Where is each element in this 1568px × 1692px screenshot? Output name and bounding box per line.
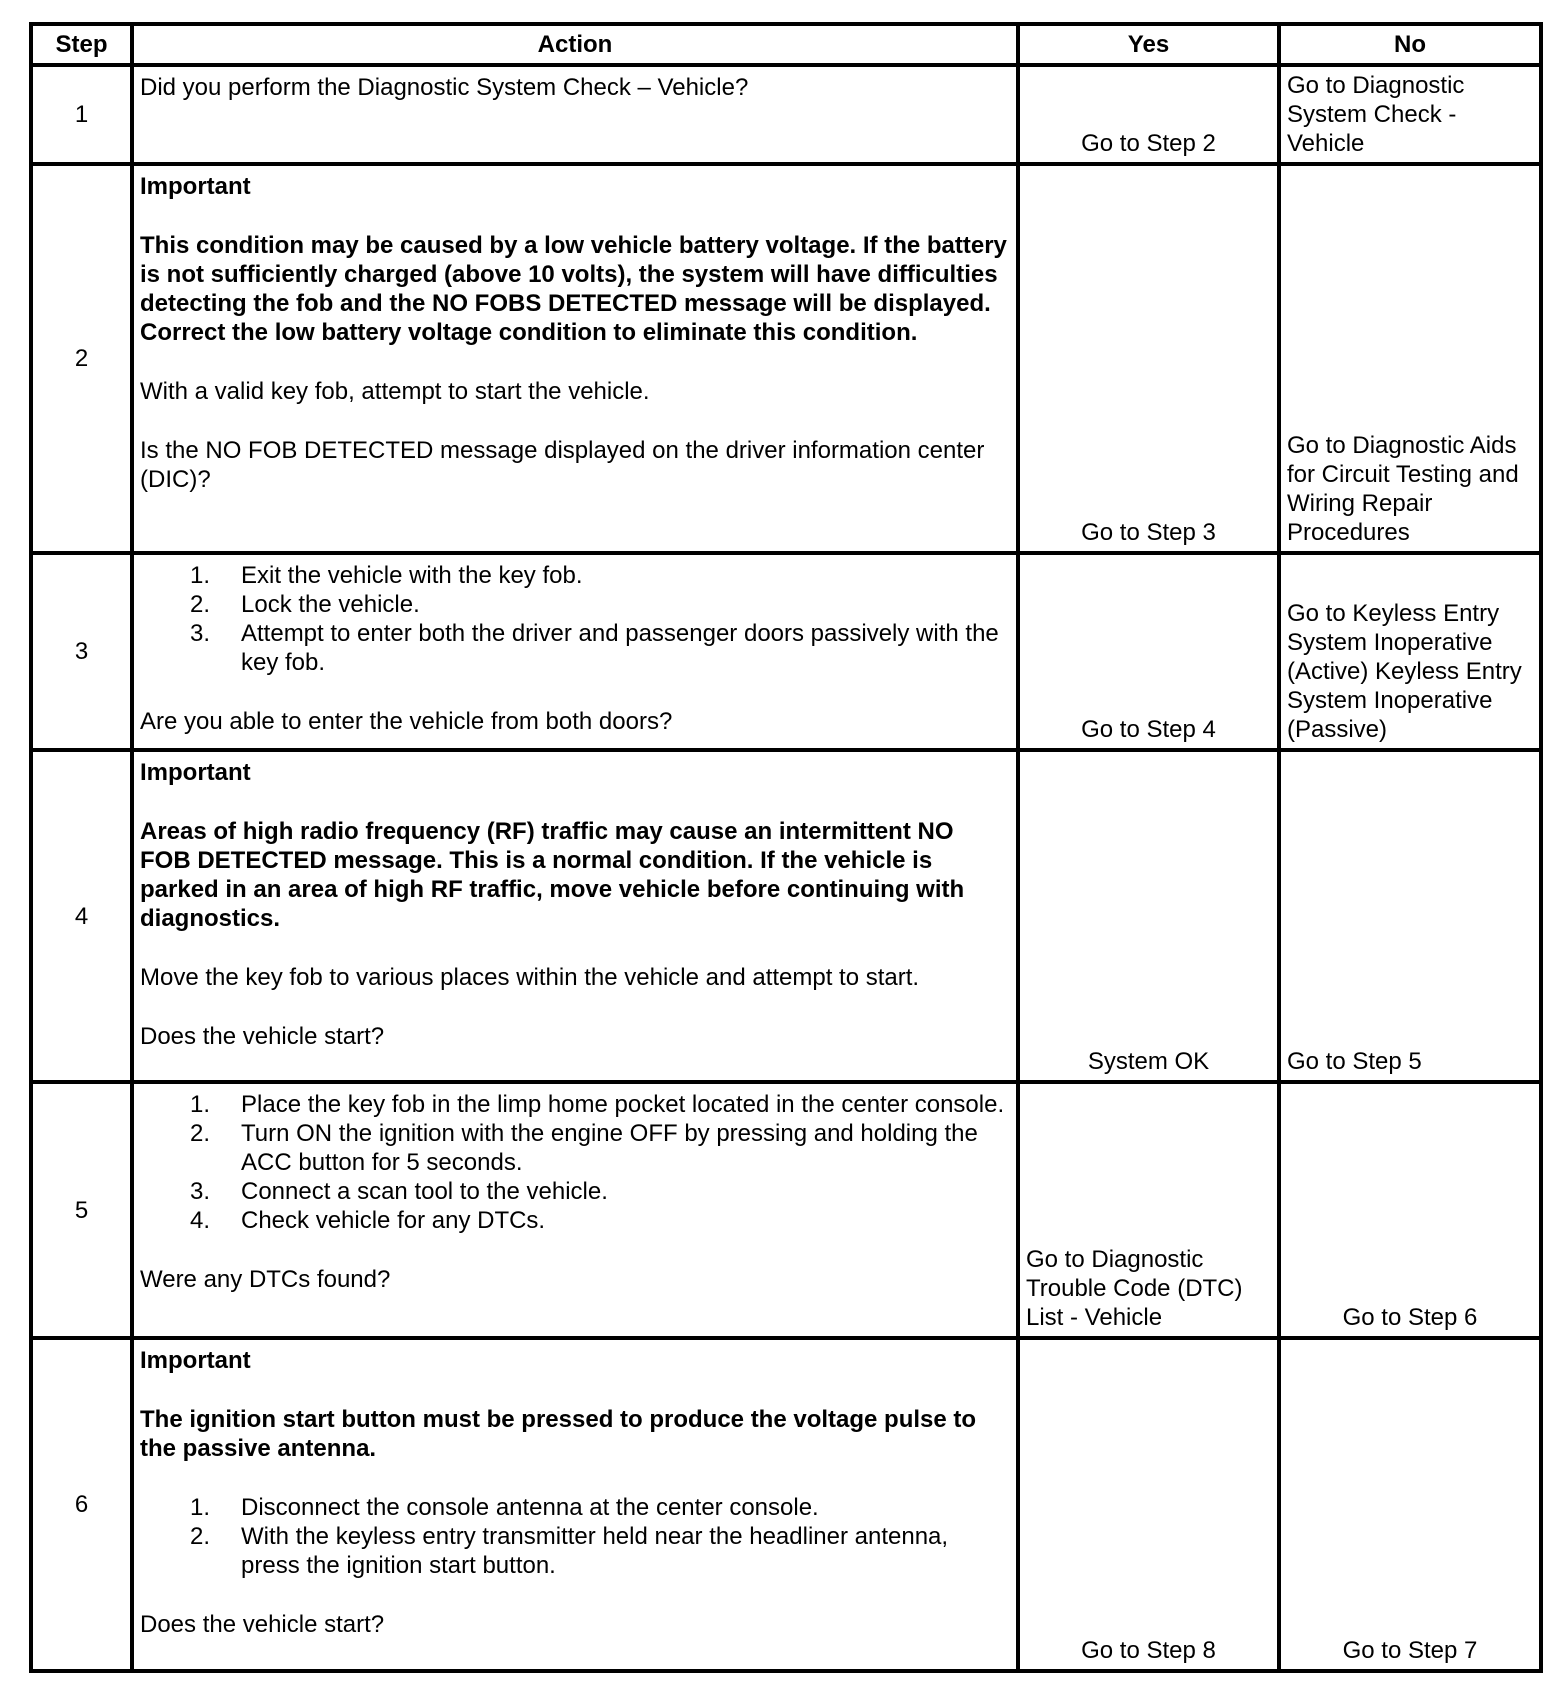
important-note: Areas of high radio frequency (RF) traffic may cause an intermittent NO FOB DETECTED message. This is a normal condition. If the vehicle is parked in an area of high RF traffic, move vehicle before continuing with diagnostics. — [140, 818, 965, 932]
header-step: Step — [31, 24, 132, 65]
list-item: 1. Place the key fob in the limp home pocket located in the center console. — [190, 1091, 1005, 1118]
table-row — [31, 1338, 1541, 1671]
step-number: 5 — [31, 1082, 132, 1338]
no-cell: Go to Keyless Entry System Inoperative (Active) Keyless Entry System Inoperative (Passive) — [1279, 553, 1541, 750]
yes-cell: Go to Diagnostic Trouble Code (DTC) List - Vehicle — [1018, 1082, 1279, 1338]
action-question: Does the vehicle start? — [140, 1611, 385, 1638]
action-question: Is the NO FOB DETECTED message displayed on the driver information center (DIC)? — [140, 437, 985, 493]
yes-cell: Go to Step 3 — [1018, 164, 1279, 553]
step-number: 6 — [31, 1338, 132, 1671]
table-row — [31, 65, 1541, 164]
header-action: Action — [132, 24, 1018, 65]
procedure-list — [140, 561, 1008, 677]
no-cell: Go to Step 5 — [1279, 750, 1541, 1082]
yes-cell: System OK — [1018, 750, 1279, 1082]
step-number: 4 — [31, 750, 132, 1082]
action-cell — [132, 750, 1018, 1082]
yes-cell: Go to Step 2 — [1018, 65, 1279, 164]
action-instruction: With a valid key fob, attempt to start the vehicle. — [140, 378, 650, 405]
table-row — [31, 1082, 1541, 1338]
procedure-list — [140, 1090, 1008, 1235]
list-item: 1. Exit the vehicle with the key fob. — [190, 562, 583, 589]
yes-cell: Go to Step 8 — [1018, 1338, 1279, 1671]
step-number: 2 — [31, 164, 132, 553]
no-cell: Go to Diagnostic Aids for Circuit Testing and Wiring Repair Procedures — [1279, 164, 1541, 553]
list-item: 2. Lock the vehicle. — [190, 591, 420, 618]
important-note: This condition may be caused by a low vehicle battery voltage. If the battery is not sufficiently charged (above 10 volts), the system will have difficulties detecting the fob and the NO FOBS DETECTED message will be displayed. Correct the low battery voltage condition to eliminate this condition. — [140, 232, 1007, 346]
table-row — [31, 164, 1541, 553]
action-cell — [132, 164, 1018, 553]
action-question: Does the vehicle start? — [140, 1023, 385, 1050]
header-yes: Yes — [1018, 24, 1279, 65]
action-cell — [132, 1338, 1018, 1671]
important-heading: Important — [140, 759, 251, 786]
important-note: The ignition start button must be pressed to produce the voltage pulse to the passive antenna. — [140, 1406, 977, 1462]
table-row — [31, 750, 1541, 1082]
list-item: 3. Connect a scan tool to the vehicle. — [190, 1178, 608, 1205]
header-row — [31, 24, 1541, 65]
no-cell: Go to Step 6 — [1279, 1082, 1541, 1338]
list-item: 2. Turn ON the ignition with the engine OFF by pressing and holding the ACC button for 5 seconds. — [190, 1120, 978, 1176]
important-heading: Important — [140, 1347, 251, 1374]
list-item: 3. Attempt to enter both the driver and passenger doors passively with the key fob. — [190, 620, 999, 676]
important-heading: Important — [140, 173, 251, 200]
action-instruction: Move the key fob to various places within the vehicle and attempt to start. — [140, 964, 920, 991]
step-number: 3 — [31, 553, 132, 750]
action-question: Did you perform the Diagnostic System Check – Vehicle? — [140, 74, 749, 101]
table-row — [31, 553, 1541, 750]
action-cell — [132, 1082, 1018, 1338]
action-question: Are you able to enter the vehicle from both doors? — [140, 708, 673, 735]
no-cell: Go to Step 7 — [1279, 1338, 1541, 1671]
header-no: No — [1279, 24, 1541, 65]
list-item: 4. Check vehicle for any DTCs. — [190, 1207, 546, 1234]
action-cell — [132, 553, 1018, 750]
step-number: 1 — [31, 65, 132, 164]
diagnostic-table — [29, 22, 1543, 1673]
action-question: Were any DTCs found? — [140, 1266, 391, 1293]
list-item: 2. With the keyless entry transmitter held near the headliner antenna, press the ignition start button. — [190, 1523, 949, 1579]
yes-cell: Go to Step 4 — [1018, 553, 1279, 750]
no-cell: Go to Diagnostic System Check - Vehicle — [1279, 65, 1541, 164]
list-item: 1. Disconnect the console antenna at the center console. — [190, 1494, 819, 1521]
procedure-list — [140, 1493, 1008, 1580]
action-cell — [132, 65, 1018, 164]
